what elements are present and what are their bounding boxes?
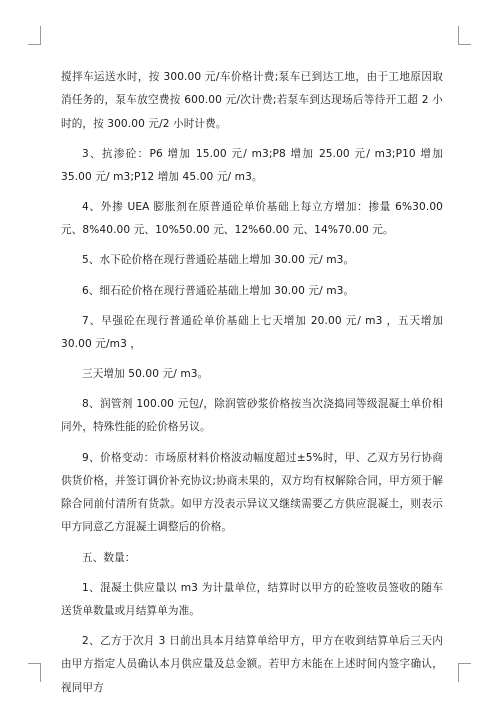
- paragraph-underwater-concrete: 5、水下砼价格在现行普通砼基础上增加 30.00 元/ m3。: [82, 254, 355, 267]
- paragraph-uea-expansion-agent: 4、外掺 UEA 膨胀剂在原普通砼单价基础上每立方增加：掺量 6%30.00 元、8%40.00 元、10%50.00 元、12%60.00 元、14%70.00 元。: [61, 201, 443, 237]
- crop-mark-bottom-left: [28, 663, 41, 682]
- paragraph-price-change: 9、价格变动：市场原材料价格波动幅度超过±5%时，甲、乙双方另行协商供货价格，并签订调价补充协议;协商未果的，双方均有权解除合同，甲方须于解除合同前付清所有货款。如甲方没表示异议又继续需要乙方供应混凝土，则表示甲方同意乙方混凝土调整后的价格。: [61, 451, 443, 534]
- section-heading-quantity: 五、数量：: [82, 551, 136, 564]
- paragraph-early-strength-concrete: 7、早强砼在现行普通砼单价基础上七天增加 20.00 元/ m3 ，五天增加 30.00 元/m3 ，: [61, 314, 443, 350]
- paragraph-quantity-unit: 1、混凝土供应量以 m3 为计量单位，结算时以甲方的砼签收员签收的随车送货单数量或月结算单为准。: [61, 581, 443, 617]
- paragraph-impermeable-concrete: 3、抗渗砼：P6 增加 15.00 元/ m3;P8 增加 25.00 元/ m3;P10 增加 35.00 元/ m3;P12 增加 45.00 元/ m3。: [61, 147, 443, 183]
- paragraph-monthly-statement: 2、乙方于次月 3 日前出具本月结算单给甲方，甲方在收到结算单后三天内由甲方指定人员确认本月供应量及总金额。若甲方未能在上述时间内签字确认，视同甲方: [61, 635, 443, 694]
- document-body: [61, 66, 443, 707]
- crop-mark-top-right: [458, 26, 471, 45]
- paragraph-fine-aggregate-concrete: 6、细石砼价格在现行普通砼基础上增加 30.00 元/ m3。: [82, 284, 355, 297]
- paragraph-pump-fees: 搅拌车运送水时，按 300.00 元/车价格计费;泵车已到达工地，由于工地原因取消任务的，泵车放空费按 600.00 元/次计费;若泵车到达现场后等待开工超 2 小时的，按 300.00 元/2 小时计费。: [61, 71, 443, 130]
- paragraph-pipe-lubricant: 8、润管剂 100.00 元包/，除润管砂浆价格按当次浇捣同等级混凝土单价相同外，特殊性能的砼价格另议。: [61, 398, 443, 434]
- crop-mark-top-left: [28, 26, 41, 45]
- crop-mark-bottom-right: [458, 663, 471, 682]
- paragraph-three-day-increase: 三天增加 50.00 元/ m3。: [82, 368, 209, 381]
